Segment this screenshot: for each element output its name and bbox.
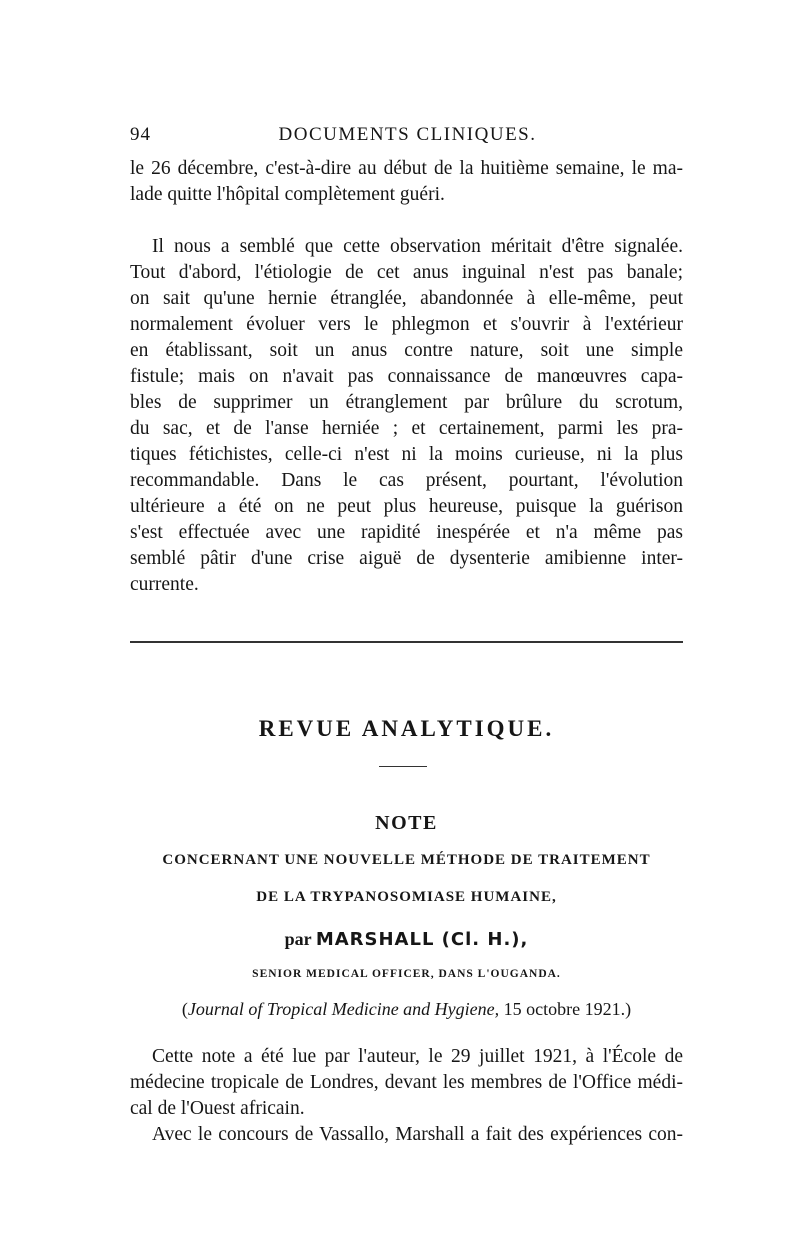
text-line: cal de l'Ouest africain. — [130, 1098, 305, 1119]
text-line: Il nous a semblé que cette observation méritait d'être signalée. — [152, 236, 683, 257]
page-number: 94 — [130, 124, 151, 145]
journal-name: Journal of Tropical Medicine and Hygiene, — [187, 999, 500, 1019]
section-divider — [130, 641, 683, 643]
title-rule — [379, 766, 427, 767]
text-line: semblé pâtir d'une crise aiguë de dysenterie amibienne inter- — [130, 548, 683, 569]
note-subtitle-line1: CONCERNANT UNE NOUVELLE MÉTHODE DE TRAITEMENT — [162, 852, 651, 868]
section-title: REVUE ANALYTIQUE. — [258, 716, 555, 741]
author-line — [130, 929, 683, 950]
running-head — [130, 124, 685, 148]
text-line: currente. — [130, 574, 199, 595]
note-title: NOTE — [375, 812, 438, 834]
author-prefix: par — [284, 929, 312, 949]
note-paragraph-2 — [130, 1122, 683, 1148]
text-line: du sac, et de l'anse herniée ; et certainement, parmi les pra- — [130, 418, 683, 439]
citation-date: 15 octobre 1921.) — [499, 999, 632, 1019]
journal-citation — [130, 999, 683, 1020]
author-name: MARSHALL (Cl. H.), — [315, 929, 529, 950]
text-line: on sait qu'une hernie étranglée, abandonnée à elle-même, peut — [130, 288, 683, 309]
text-line: le 26 décembre, c'est-à-dire au début de la huitième semaine, le ma- — [130, 158, 683, 179]
text-line: en établissant, soit un anus contre nature, soit une simple — [130, 340, 683, 361]
text-line: Cette note a été lue par l'auteur, le 29 juillet 1921, à l'École de — [152, 1046, 683, 1067]
note-subtitle-line2: DE LA TRYPANOSOMIASE HUMAINE, — [256, 889, 557, 905]
text-line: ultérieure a été on ne peut plus heureuse, puisque la guérison — [130, 496, 683, 517]
running-title: DOCUMENTS CLINIQUES. — [278, 124, 537, 145]
author-role: SENIOR MEDICAL OFFICER, DANS L'OUGANDA. — [252, 968, 561, 980]
text-line: fistule; mais on n'avait pas connaissance de manœuvres capa- — [130, 366, 683, 387]
note-paragraph-1 — [130, 1044, 683, 1122]
discussion-paragraph — [130, 234, 683, 598]
text-line: Avec le concours de Vassallo, Marshall a fait des expériences con- — [152, 1124, 683, 1145]
text-line: tiques fétichistes, celle-ci n'est ni la moins curieuse, ni la plus — [130, 444, 683, 465]
text-line: bles de supprimer un étranglement par brûlure du scrotum, — [130, 392, 683, 413]
text-line: recommandable. Dans le cas présent, pourtant, l'évolution — [130, 470, 683, 491]
text-line: Tout d'abord, l'étiologie de cet anus inguinal n'est pas banale; — [130, 262, 683, 283]
text-line: s'est effectuée avec une rapidité inespérée et n'a même pas — [130, 522, 683, 543]
text-line: médecine tropicale de Londres, devant les membres de l'Office médi- — [130, 1072, 683, 1093]
text-line: lade quitte l'hôpital complètement guéri. — [130, 184, 445, 205]
text-line: normalement évoluer vers le phlegmon et s'ouvrir à l'extérieur — [130, 314, 683, 335]
continuation-paragraph — [130, 156, 683, 208]
citation-open: ( — [181, 999, 188, 1019]
